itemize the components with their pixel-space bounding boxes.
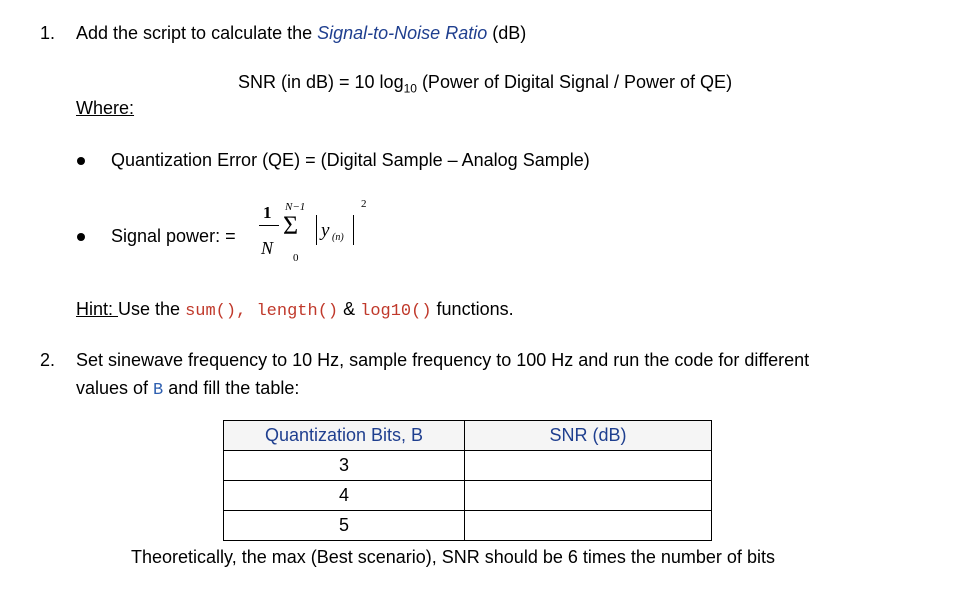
- table-cell-bits: 5: [224, 511, 465, 541]
- item-1-prefix: Add the script to calculate the: [76, 23, 318, 43]
- footer-note: Theoretically, the max (Best scenario), SNR should be 6 times the number of bits: [131, 547, 775, 567]
- hint-fn-sum: sum(): [185, 302, 237, 321]
- abs-bar-left: [316, 215, 317, 245]
- bullet-dot: [77, 233, 85, 241]
- hint-use: Use the: [118, 299, 186, 319]
- table-cell-snr[interactable]: [465, 511, 712, 541]
- exponent: 2: [361, 198, 367, 210]
- snr-formula-right: (Power of Digital Signal / Power of QE): [416, 72, 733, 92]
- signal-index: (n): [332, 232, 344, 243]
- sum-upper-limit: N−1: [285, 201, 306, 213]
- hint-line: [76, 299, 514, 321]
- item-1-suffix: (dB): [487, 23, 527, 43]
- fraction-denominator: N: [261, 238, 274, 258]
- table-header-snr: SNR (dB): [465, 421, 712, 451]
- hint-tail: functions.: [431, 299, 514, 319]
- table-cell-bits: 3: [224, 451, 465, 481]
- bullet-quantization-error: Quantization Error (QE) = (Digital Sample – Analog Sample): [111, 150, 590, 170]
- item-2-line2-prefix: values of: [76, 378, 154, 398]
- bullet-signal-power: Signal power: =: [111, 226, 236, 246]
- snr-formula-subscript: 10: [403, 81, 417, 96]
- hint-label: Hint:: [76, 299, 119, 319]
- fraction-numerator: 1: [263, 203, 272, 222]
- abs-bar-right: [353, 215, 354, 245]
- item-2-var-b: B: [153, 381, 164, 400]
- hint-sep: ,: [236, 302, 257, 321]
- hint-fn-log10: log10(): [360, 302, 432, 321]
- hint-amp: &: [338, 299, 361, 319]
- snr-formula: [238, 72, 732, 96]
- table-row: [224, 451, 712, 481]
- item-1-number: 1.: [40, 23, 56, 43]
- table-row: [224, 511, 712, 541]
- table-header-row: [224, 421, 712, 451]
- sum-lower-limit: 0: [293, 252, 299, 264]
- signal-variable: y: [321, 220, 330, 241]
- table-cell-snr[interactable]: [465, 451, 712, 481]
- where-label: Where:: [76, 98, 135, 118]
- item-1-emphasis: Signal-to-Noise Ratio: [317, 23, 488, 43]
- snr-table: [223, 420, 712, 541]
- sigma-symbol: Σ: [283, 211, 299, 240]
- table-row: [224, 481, 712, 511]
- hint-fn-length: length(): [256, 302, 339, 321]
- table-header-bits: Quantization Bits, B: [224, 421, 465, 451]
- item-2-number: 2.: [40, 350, 56, 370]
- table-cell-bits: 4: [224, 481, 465, 511]
- item-1-text: [76, 23, 526, 44]
- item-2-line1: Set sinewave frequency to 10 Hz, sample frequency to 100 Hz and run the code for different: [76, 350, 810, 370]
- table-cell-snr[interactable]: [465, 481, 712, 511]
- snr-formula-left: SNR (in dB) = 10 log: [238, 72, 404, 92]
- bullet-dot: [77, 157, 85, 165]
- item-2-line2-suffix: and fill the table:: [163, 378, 300, 398]
- fraction-bar: [259, 225, 279, 226]
- item-2-line2: [76, 378, 299, 400]
